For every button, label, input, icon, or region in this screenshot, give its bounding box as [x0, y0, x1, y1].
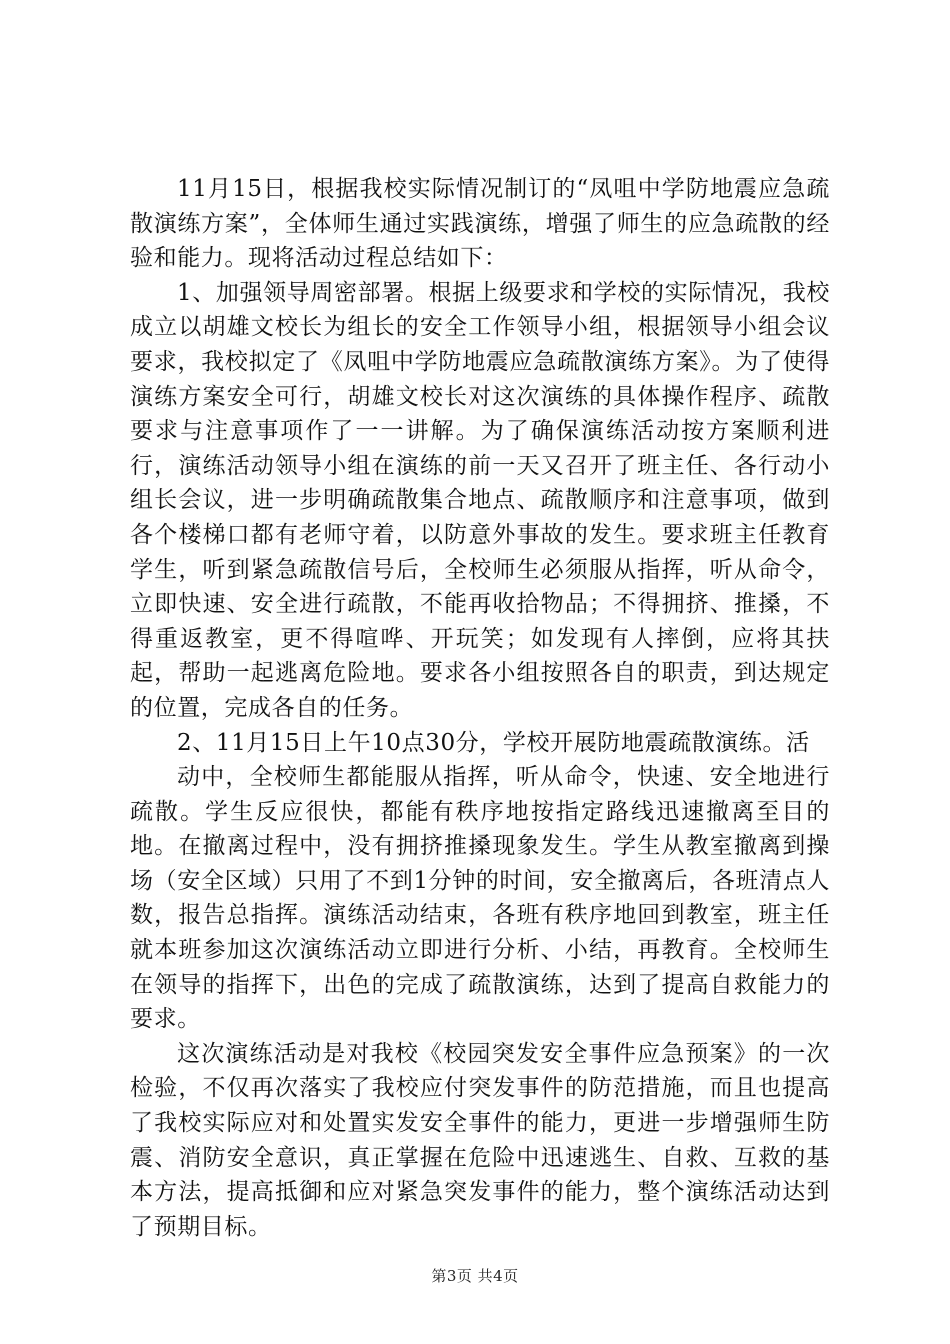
paragraph-drill-process: 动中，全校师生都能服从指挥，听从命令，快速、安全地进行疏散。学生反应很快，都能有秩序地按指定路线迅速撤离至目的地。在撤离过程中，没有拥挤推搡现象发生。学生从教室撤离到操场（安全区域）只用了不到1分钟的时间，安全撤离后，各班清点人数，报告总指挥。演练活动结束，各班有秩序地回到教室，班主任就本班参加这次演练活动立即进行分析、小结，再教育。全校师生在领导的指挥下，出色的完成了疏散演练，达到了提高自救能力的要求。 — [130, 764, 830, 1033]
page-number-footer: 第3页 共4页 — [431, 1267, 519, 1285]
paragraph-leadership: 1、加强领导周密部署。根据上级要求和学校的实际情况，我校成立以胡雄文校长为组长的安全工作领导小组，根据领导小组会议要求，我校拟定了《凤咀中学防地震应急疏散演练方案》。为了使得演练方案安全可行，胡雄文校长对这次演练的具体操作程序、疏散要求与注意事项作了一一讲解。为了确保演练活动按方案顺利进行，演练活动领导小组在演练的前一天又召开了班主任、各行动小组长会议，进一步明确疏散集合地点、疏散顺序和注意事项，做到各个楼梯口都有老师守着，以防意外事故的发生。要求班主任教育学生，听到紧急疏散信号后，全校师生必须服从指挥，听从命令，立即快速、安全进行疏散，不能再收拾物品；不得拥挤、推搡，不得重返教室，更不得喧哗、开玩笑；如发现有人摔倒，应将其扶起，帮助一起逃离危险地。要求各小组按照各自的职责，到达规定的位置，完成各自的任务。 — [130, 279, 830, 721]
paragraph-drill-time: 2、11月15日上午10点30分，学校开展防地震疏散演练。活 — [177, 729, 810, 756]
paragraph-conclusion: 这次演练活动是对我校《校园突发安全事件应急预案》的一次检验，不仅再次落实了我校应付突发事件的防范措施，而且也提高了我校实际应对和处置实发安全事件的能力，更进一步增强师生防震、消防安全意识，真正掌握在危险中迅速逃生、自救、互救的基本方法，提高抵御和应对紧急突发事件的能力，整个演练活动达到了预期目标。 — [130, 1040, 830, 1240]
document-body — [130, 172, 830, 1244]
paragraph-intro: 11月15日，根据我校实际情况制订的“凤咀中学防地震应急疏散演练方案”，全体师生通过实践演练，增强了师生的应急疏散的经验和能力。现将活动过程总结如下： — [130, 176, 830, 272]
